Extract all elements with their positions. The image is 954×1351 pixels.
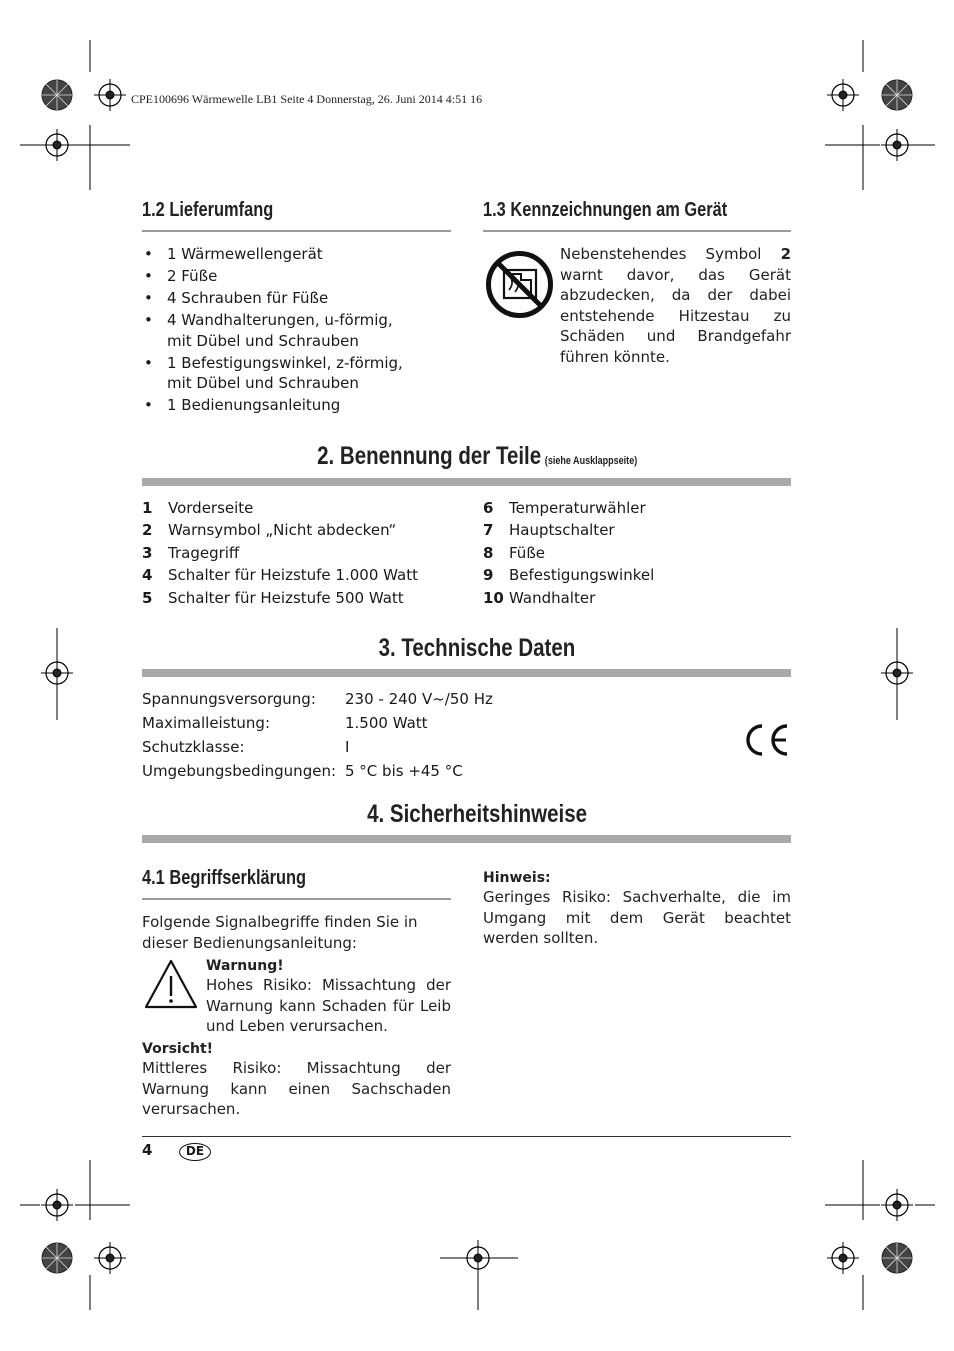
- tech-row: [142, 736, 349, 758]
- list-item-text: 1 Befestigungswinkel, z-förmig, mit Dübel und Schrauben: [167, 353, 403, 392]
- part-row: [483, 542, 791, 564]
- part-number: 8: [483, 543, 494, 562]
- part-row: [483, 497, 791, 519]
- parts-list-left: [142, 497, 462, 609]
- tech-value: 1.500 Watt: [345, 714, 428, 732]
- do-not-cover-icon: [485, 250, 554, 319]
- part-row: [142, 542, 462, 564]
- part-row: [483, 564, 791, 586]
- tech-label: Schutzklasse:: [142, 738, 245, 756]
- part-row: [483, 519, 791, 541]
- tech-row: [142, 760, 463, 782]
- delivery-list: [142, 244, 412, 417]
- part-name: Wandhalter: [509, 588, 596, 607]
- symbol-number: 2: [780, 245, 791, 263]
- divider: [142, 230, 451, 232]
- tech-label: Umgebungsbedingungen:: [142, 762, 337, 780]
- tech-label: Spannungsversorgung:: [142, 690, 316, 708]
- footer-rule: [142, 1136, 791, 1137]
- part-number: 1: [142, 499, 153, 517]
- divider: [142, 478, 791, 486]
- list-item: [142, 266, 412, 287]
- divider: [483, 230, 791, 232]
- list-item: [142, 310, 412, 351]
- ce-mark: [741, 722, 791, 758]
- caution-text: Mittleres Risiko: Missachtung der Warnung kann einen Sachschaden verursachen.: [142, 1059, 451, 1118]
- signal-intro: Folgende Signalbegriffe finden Sie in dieser Bedienungsanleitung:: [142, 913, 418, 952]
- print-slug: CPE100696 Wärmewelle LB1 Seite 4 Donnerstag, 26. Juni 2014 4:51 16: [131, 92, 483, 106]
- part-row: [142, 564, 462, 586]
- page-number: 4: [142, 1141, 153, 1159]
- list-item: [142, 288, 412, 309]
- list-item: [142, 395, 412, 416]
- part-number: 7: [483, 521, 494, 540]
- section-4-heading: 4. Sicherheitshinweise: [367, 800, 587, 828]
- bullet: •: [144, 245, 153, 263]
- section-4-heading-wrap: [0, 800, 954, 829]
- part-name: Füße: [509, 543, 545, 562]
- section-1-2-heading: 1.2 Lieferumfang: [142, 199, 274, 221]
- caution-heading: Vorsicht!: [142, 1041, 214, 1057]
- bullet: •: [144, 289, 153, 307]
- tech-value: I: [345, 738, 350, 756]
- tech-value: 230 - 240 V~/50 Hz: [345, 690, 493, 708]
- divider: [142, 898, 451, 900]
- part-name: Befestigungswinkel: [509, 566, 655, 585]
- bullet: •: [144, 353, 153, 372]
- list-item-text: 1 Wärmewellengerät: [167, 245, 323, 263]
- list-item-text: 4 Wandhalterungen, u-förmig, mit Dübel und Schrauben: [167, 311, 393, 350]
- part-name: Temperaturwähler: [509, 499, 646, 517]
- marking-description: [560, 244, 791, 367]
- section-1-3-heading: 1.3 Kennzeichnungen am Gerät: [483, 199, 728, 221]
- list-item: [142, 353, 412, 394]
- list-item-text: 4 Schrauben für Füße: [167, 289, 329, 307]
- tech-row: [142, 712, 428, 734]
- part-row: [483, 587, 791, 609]
- bullet: •: [144, 267, 153, 285]
- part-row: [142, 519, 462, 541]
- list-item-text: 2 Füße: [167, 267, 218, 285]
- list-item-text: 1 Bedienungsanleitung: [167, 396, 341, 414]
- divider: [142, 669, 791, 677]
- part-name: Vorderseite: [168, 499, 254, 517]
- bullet: •: [144, 311, 153, 329]
- warning-heading: Warnung!: [206, 958, 284, 974]
- note-heading: Hinweis:: [483, 870, 551, 886]
- note-text: Geringes Risiko: Sachverhalte, die im Umgang mit dem Gerät beachtet werden sollten.: [483, 888, 791, 947]
- divider: [142, 835, 791, 843]
- part-row: [142, 587, 462, 609]
- part-number: 3: [142, 543, 153, 562]
- list-item: [142, 244, 412, 265]
- section-4-1-heading: 4.1 Begriffserklärung: [142, 867, 307, 889]
- part-number: 2: [142, 521, 153, 540]
- language-badge: DE: [179, 1143, 211, 1161]
- parts-list-right: [483, 497, 791, 609]
- part-name: Schalter für Heizstufe 1.000 Watt: [168, 566, 418, 585]
- tech-row: [142, 688, 493, 710]
- part-name: Tragegriff: [168, 543, 240, 562]
- part-name: Warnsymbol „Nicht abdecken“: [168, 521, 397, 540]
- part-number: 4: [142, 566, 153, 585]
- part-row: [142, 497, 462, 519]
- part-name: Schalter für Heizstufe 500 Watt: [168, 588, 404, 607]
- tech-label: Maximalleistung:: [142, 714, 270, 732]
- warning-triangle-icon: [143, 958, 199, 1010]
- part-number: 9: [483, 566, 494, 585]
- part-name: Hauptschalter: [509, 521, 615, 540]
- bullet: •: [144, 396, 153, 414]
- part-number: 6: [483, 499, 494, 517]
- marking-text-before: Nebenstehendes Symbol: [560, 245, 781, 263]
- part-number: 5: [142, 588, 153, 607]
- section-2-heading-wrap: [0, 442, 954, 471]
- section-3-heading: 3. Technische Daten: [378, 634, 576, 662]
- tech-value: 5 °C bis +45 °C: [345, 762, 463, 780]
- warning-text: Hohes Risiko: Missachtung der Warnung kann Schaden für Leib und Leben verursachen.: [206, 976, 451, 1035]
- part-number: 10: [483, 588, 504, 607]
- marking-text-after: warnt davor, das Gerät abzudecken, da der dabei entstehende Hitzestau zu Schäden und Brandgefahr führen könnte.: [560, 265, 791, 366]
- section-2-subtitle: (siehe Ausklappseite): [544, 455, 638, 467]
- section-2-heading: 2. Benennung der Teile: [316, 442, 541, 470]
- section-3-heading-wrap: [0, 634, 954, 663]
